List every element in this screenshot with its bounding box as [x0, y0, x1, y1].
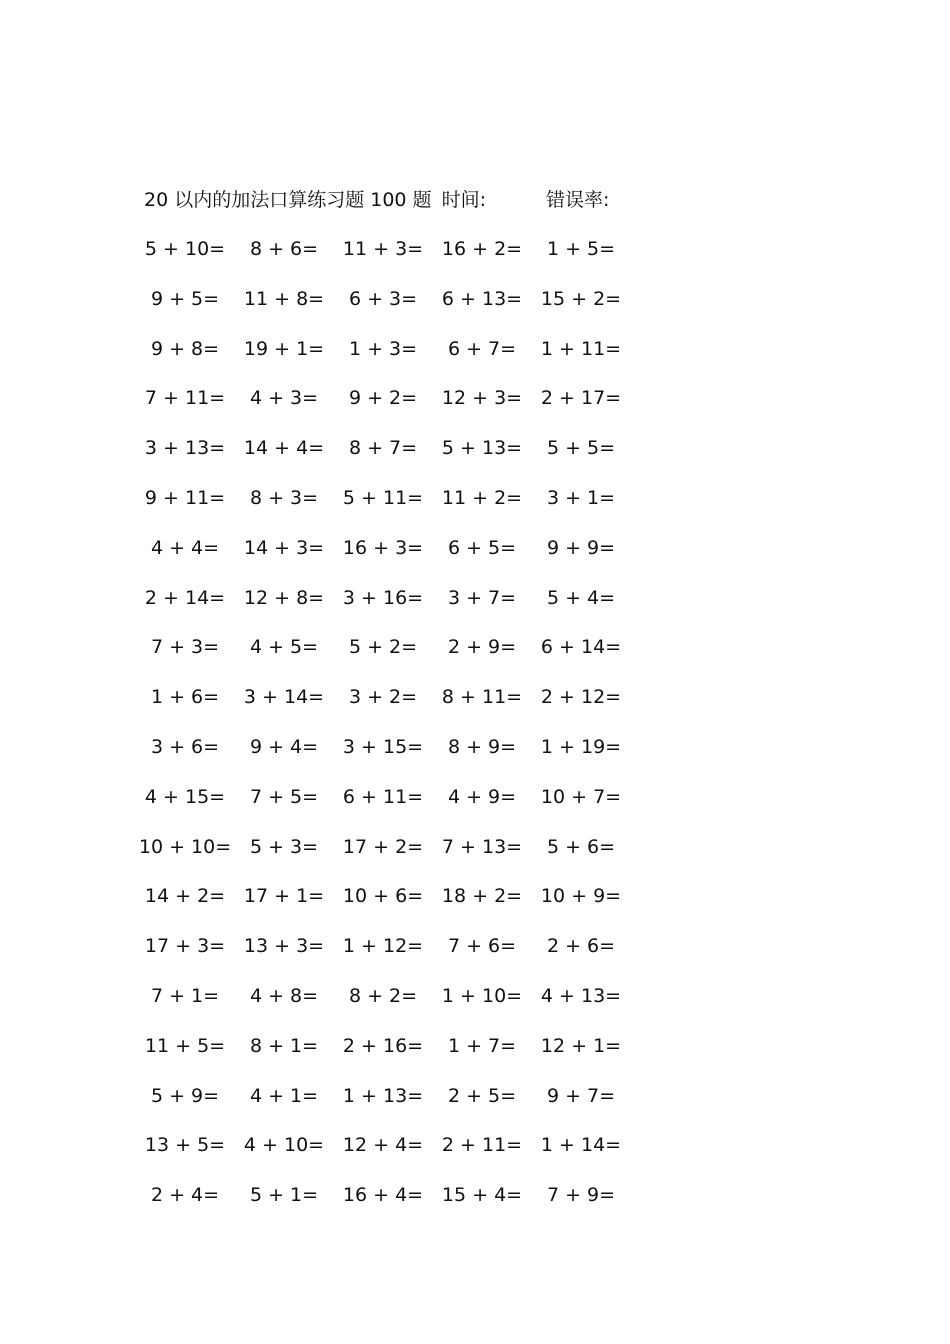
problem-row: [130, 283, 630, 333]
problem-cell: 4 + 10=: [243, 1134, 325, 1157]
problem-cell: 15 + 2=: [540, 287, 622, 310]
problem-cell: 7 + 5=: [249, 785, 319, 808]
problem-cell: 9 + 2=: [348, 387, 418, 410]
problem-cell: 8 + 3=: [249, 486, 319, 509]
problem-cell: 3 + 13=: [144, 437, 226, 460]
problem-cell: 3 + 15=: [342, 735, 424, 758]
problem-row: [130, 980, 630, 1030]
problem-cell: 1 + 13=: [342, 1084, 424, 1107]
problem-cell: 7 + 9=: [546, 1184, 616, 1207]
problem-cell: 4 + 15=: [144, 785, 226, 808]
problem-row: [130, 880, 630, 930]
problem-cell: 16 + 3=: [342, 536, 424, 559]
problem-cell: 9 + 5=: [150, 287, 220, 310]
problem-cell: 9 + 8=: [150, 337, 220, 360]
problem-cell: 9 + 7=: [546, 1084, 616, 1107]
problem-cell: 7 + 3=: [150, 636, 220, 659]
problem-cell: 2 + 4=: [150, 1184, 220, 1207]
problem-row: [130, 831, 630, 881]
problem-cell: 8 + 9=: [447, 735, 517, 758]
problem-cell: 6 + 5=: [447, 536, 517, 559]
problem-cell: 5 + 2=: [348, 636, 418, 659]
problem-cell: 10 + 6=: [342, 885, 424, 908]
problem-cell: 17 + 1=: [243, 885, 325, 908]
problem-cell: 5 + 11=: [342, 486, 424, 509]
error-rate-label: 错误率:: [545, 189, 610, 211]
problem-cell: 11 + 5=: [144, 1034, 226, 1057]
problem-cell: 19 + 1=: [243, 337, 325, 360]
problem-cell: 5 + 13=: [441, 437, 523, 460]
problem-cell: 17 + 2=: [342, 835, 424, 858]
problem-row: [130, 582, 630, 632]
problem-cell: 1 + 14=: [540, 1134, 622, 1157]
problem-cell: 4 + 3=: [249, 387, 319, 410]
problem-cell: 3 + 1=: [546, 486, 616, 509]
problem-cell: 8 + 6=: [249, 238, 319, 260]
problem-cell: 2 + 17=: [540, 387, 622, 410]
problem-cell: 16 + 2=: [441, 238, 523, 260]
problem-cell: 12 + 1=: [540, 1034, 622, 1057]
problem-row: [130, 930, 630, 980]
problem-cell: 4 + 9=: [447, 785, 517, 808]
problem-cell: 8 + 1=: [249, 1034, 319, 1057]
problem-cell: 10 + 7=: [540, 785, 622, 808]
problem-cell: 18 + 2=: [441, 885, 523, 908]
problem-row: [130, 781, 630, 831]
problem-row: [130, 532, 630, 582]
problem-cell: 4 + 4=: [150, 536, 220, 559]
problem-cell: 7 + 1=: [150, 984, 220, 1007]
problem-cell: 4 + 5=: [249, 636, 319, 659]
problem-cell: 12 + 3=: [441, 387, 523, 410]
problem-cell: 6 + 3=: [348, 287, 418, 310]
problem-cell: 3 + 7=: [447, 586, 517, 609]
problem-cell: 2 + 5=: [447, 1084, 517, 1107]
problem-cell: 11 + 3=: [342, 238, 424, 260]
problem-cell: 17 + 3=: [144, 935, 226, 958]
problem-cell: 1 + 6=: [150, 686, 220, 709]
problem-cell: 14 + 2=: [144, 885, 226, 908]
problem-cell: 6 + 7=: [447, 337, 517, 360]
problem-cell: 2 + 9=: [447, 636, 517, 659]
problem-row: [130, 731, 630, 781]
problem-cell: 5 + 10=: [144, 238, 226, 260]
problem-row: [130, 681, 630, 731]
problem-row: [130, 333, 630, 383]
problem-cell: 15 + 4=: [441, 1184, 523, 1207]
problem-cell: 9 + 9=: [546, 536, 616, 559]
problem-cell: 2 + 16=: [342, 1034, 424, 1057]
problem-cell: 4 + 8=: [249, 984, 319, 1007]
problem-row: [130, 382, 630, 432]
problem-cell: 13 + 5=: [144, 1134, 226, 1157]
problem-row: [130, 1129, 630, 1179]
problem-row: [130, 233, 630, 283]
problem-cell: 7 + 6=: [447, 935, 517, 958]
problem-row: [130, 1030, 630, 1080]
problem-cell: 11 + 2=: [441, 486, 523, 509]
problem-cell: 2 + 11=: [441, 1134, 523, 1157]
problem-cell: 6 + 13=: [441, 287, 523, 310]
problem-cell: 2 + 12=: [540, 686, 622, 709]
worksheet-header: [144, 186, 609, 214]
problem-row: [130, 1179, 630, 1229]
problem-cell: 8 + 11=: [441, 686, 523, 709]
problem-cell: 4 + 1=: [249, 1084, 319, 1107]
problem-cell: 5 + 1=: [249, 1184, 319, 1207]
problem-cell: 7 + 13=: [441, 835, 523, 858]
problem-row: [130, 432, 630, 482]
problem-cell: 10 + 10=: [138, 835, 232, 858]
problem-row: [130, 1080, 630, 1130]
problem-cell: 1 + 19=: [540, 735, 622, 758]
problem-cell: 5 + 6=: [546, 835, 616, 858]
problem-cell: 11 + 8=: [243, 287, 325, 310]
problem-cell: 3 + 6=: [150, 735, 220, 758]
problem-cell: 1 + 12=: [342, 935, 424, 958]
problem-cell: 3 + 16=: [342, 586, 424, 609]
problem-cell: 3 + 14=: [243, 686, 325, 709]
problem-cell: 5 + 9=: [150, 1084, 220, 1107]
time-label: 时间:: [441, 189, 486, 211]
problem-cell: 6 + 11=: [342, 785, 424, 808]
problem-cell: 5 + 5=: [546, 437, 616, 460]
problem-cell: 12 + 8=: [243, 586, 325, 609]
problem-cell: 12 + 4=: [342, 1134, 424, 1157]
problem-cell: 7 + 11=: [144, 387, 226, 410]
problem-cell: 1 + 3=: [348, 337, 418, 360]
problem-cell: 10 + 9=: [540, 885, 622, 908]
problem-cell: 1 + 7=: [447, 1034, 517, 1057]
problem-cell: 5 + 4=: [546, 586, 616, 609]
worksheet-title: 20 以内的加法口算练习题 100 题: [144, 189, 432, 211]
problem-cell: 13 + 3=: [243, 935, 325, 958]
problem-cell: 2 + 14=: [144, 586, 226, 609]
problem-cell: 1 + 5=: [546, 238, 616, 260]
problem-cell: 5 + 3=: [249, 835, 319, 858]
problem-cell: 14 + 3=: [243, 536, 325, 559]
problem-grid: [130, 233, 630, 1229]
problem-cell: 16 + 4=: [342, 1184, 424, 1207]
problem-row: [130, 631, 630, 681]
problem-cell: 3 + 2=: [348, 686, 418, 709]
problem-cell: 1 + 11=: [540, 337, 622, 360]
problem-cell: 4 + 13=: [540, 984, 622, 1007]
problem-cell: 14 + 4=: [243, 437, 325, 460]
problem-cell: 6 + 14=: [540, 636, 622, 659]
problem-row: [130, 482, 630, 532]
problem-cell: 1 + 10=: [441, 984, 523, 1007]
problem-cell: 8 + 2=: [348, 984, 418, 1007]
problem-cell: 9 + 11=: [144, 486, 226, 509]
problem-cell: 2 + 6=: [546, 935, 616, 958]
problem-cell: 8 + 7=: [348, 437, 418, 460]
problem-cell: 9 + 4=: [249, 735, 319, 758]
